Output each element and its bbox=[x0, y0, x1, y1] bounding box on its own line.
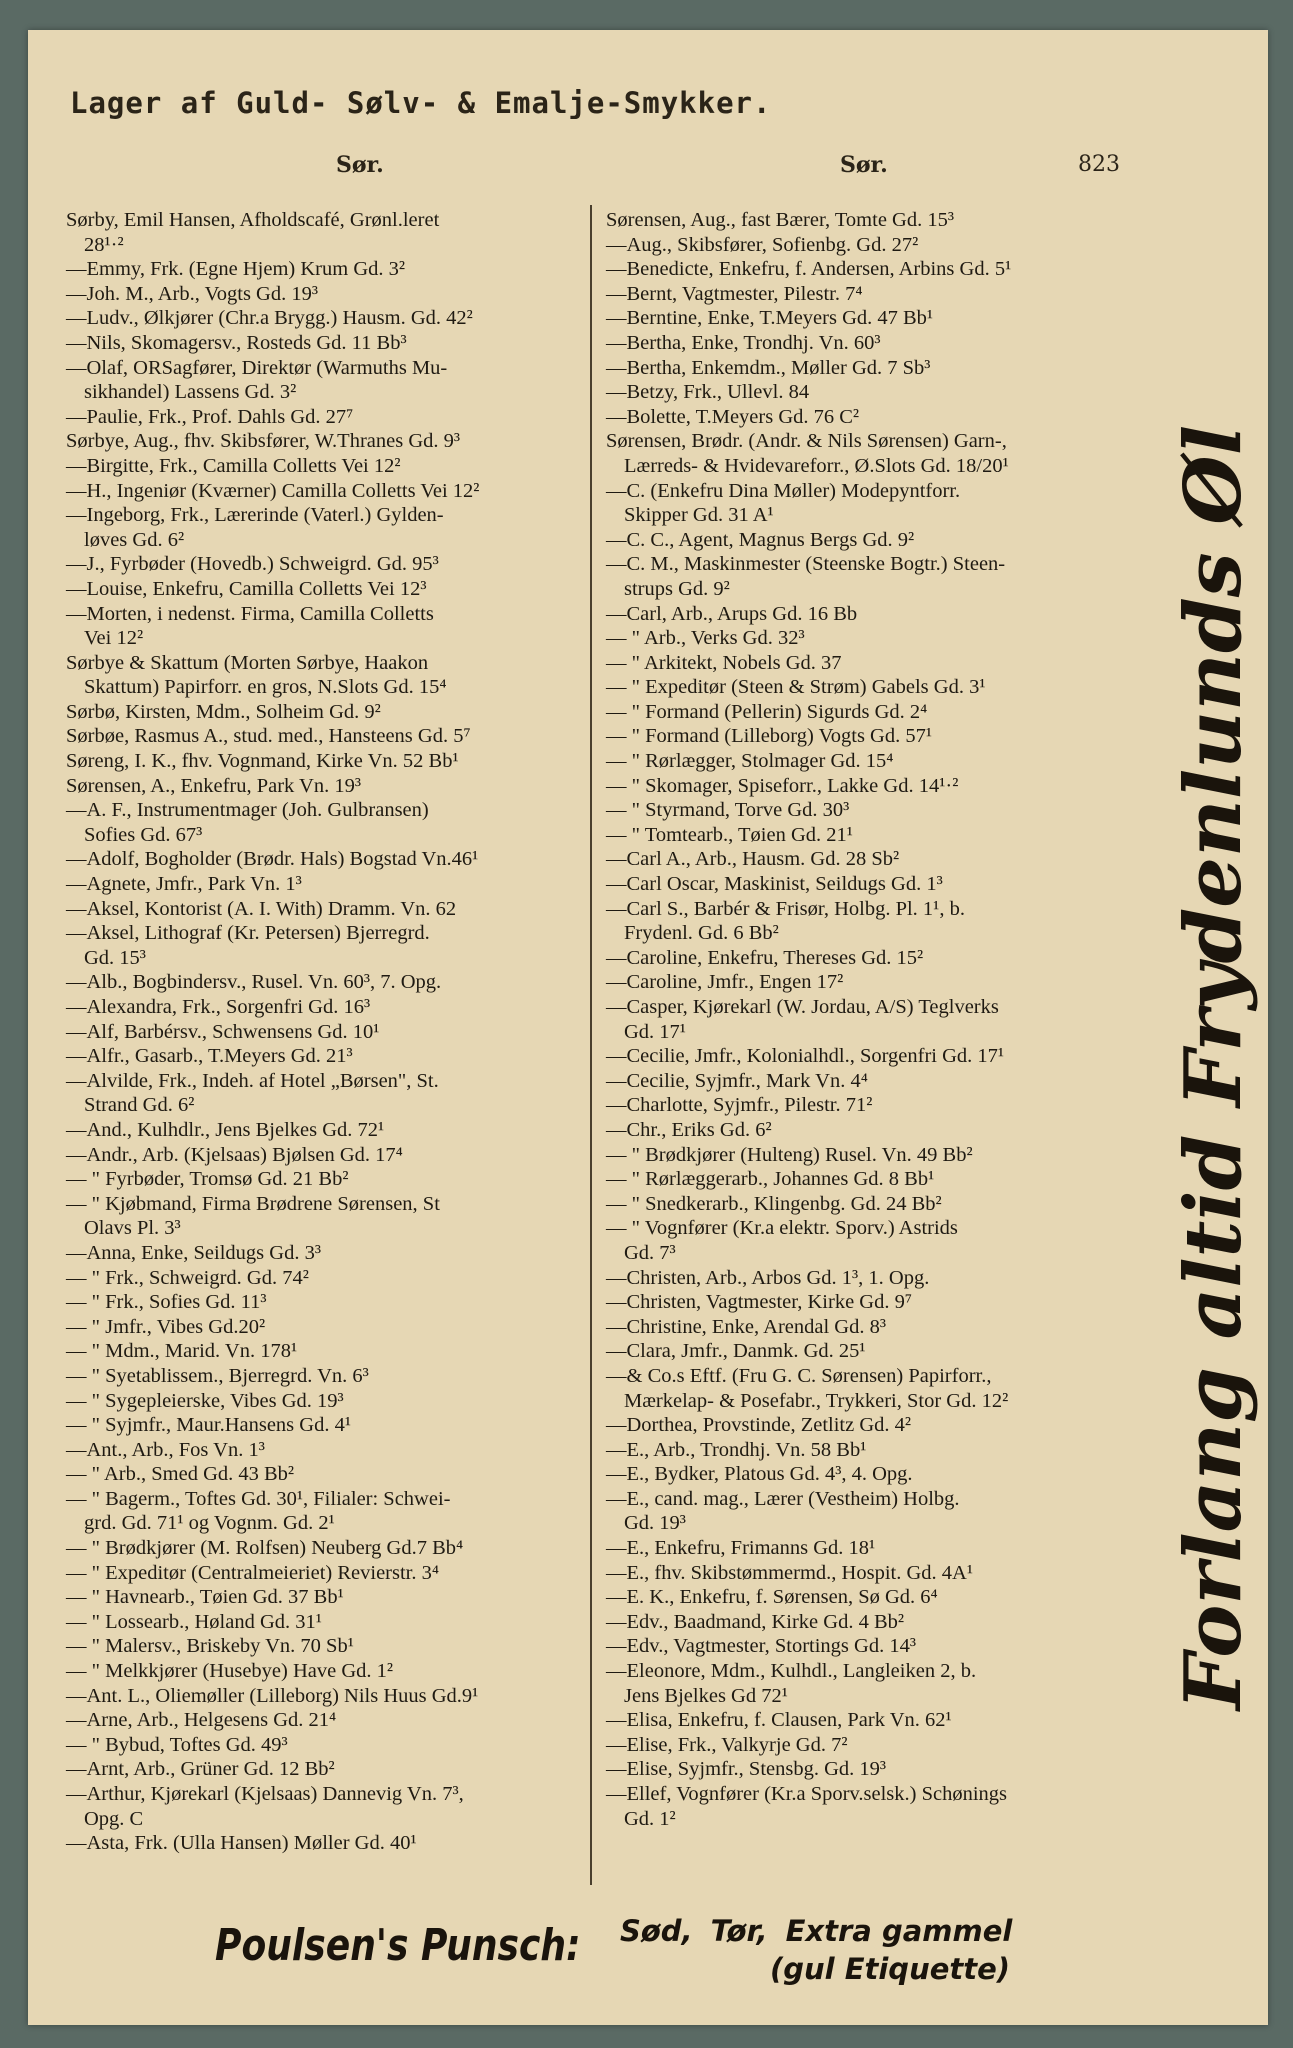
entry-line: — " Havnearb., Tøien Gd. 37 Bb¹ bbox=[66, 1586, 344, 1609]
directory-entry bbox=[606, 847, 1151, 872]
directory-entry bbox=[606, 1659, 1151, 1708]
directory-entry bbox=[606, 1364, 1151, 1413]
directory-entry bbox=[66, 1561, 616, 1586]
directory-entry bbox=[66, 1413, 616, 1438]
entry-line: — " Mdm., Marid. Vn. 178¹ bbox=[66, 1340, 298, 1363]
directory-entry bbox=[606, 1634, 1151, 1659]
entry-line: —A. F., Instrumentmager (Joh. Gulbransen) bbox=[66, 799, 429, 822]
entry-line: Søreng, I. K., fhv. Vognmand, Kirke Vn. 52 Bb¹ bbox=[66, 750, 459, 773]
directory-entry bbox=[606, 1069, 1151, 1094]
entry-line: —And., Kulhdlr., Jens Bjelkes Gd. 72¹ bbox=[66, 1118, 385, 1141]
directory-entry bbox=[66, 774, 616, 799]
directory-entry bbox=[606, 233, 1151, 258]
directory-entry bbox=[66, 1708, 616, 1733]
directory-entry bbox=[606, 356, 1151, 381]
entry-continuation: Skattum) Papirforr. en gros, N.Slots Gd. 15⁴ bbox=[84, 676, 447, 699]
entry-line: — " Expeditør (Steen & Strøm) Gabels Gd. 3¹ bbox=[606, 676, 986, 699]
entry-line: — " Tomtearb., Tøien Gd. 21¹ bbox=[606, 823, 853, 846]
entry-line: —Clara, Jmfr., Danmk. Gd. 25¹ bbox=[606, 1340, 866, 1363]
entry-line: — " Syjmfr., Maur.Hansens Gd. 4¹ bbox=[66, 1414, 351, 1437]
entry-line: —Eleonore, Mdm., Kulhdl., Langleiken 2, b. bbox=[606, 1660, 977, 1683]
entry-line: —E., Arb., Trondhj. Vn. 58 Bb¹ bbox=[606, 1438, 867, 1461]
directory-entry bbox=[606, 1143, 1151, 1168]
entry-line: — " Malersv., Briskeby Vn. 70 Sb¹ bbox=[66, 1635, 354, 1658]
entry-line: —Ant. L., Oliemøller (Lilleborg) Nils Huus Gd.9¹ bbox=[66, 1684, 479, 1707]
directory-entry bbox=[66, 552, 616, 577]
directory-entry bbox=[66, 1585, 616, 1610]
directory-entry bbox=[606, 651, 1151, 676]
entry-line: — " Frk., Schweigrd. Gd. 74² bbox=[66, 1266, 309, 1289]
directory-entry bbox=[606, 749, 1151, 774]
directory-entry bbox=[606, 1093, 1151, 1118]
entry-line: —Elisa, Enkefru, f. Clausen, Park Vn. 62¹ bbox=[606, 1709, 952, 1732]
entry-line: — " Arb., Verks Gd. 32³ bbox=[606, 627, 805, 650]
entry-line: —Caroline, Enkefru, Thereses Gd. 15² bbox=[606, 946, 924, 969]
entry-line: —E., cand. mag., Lærer (Vestheim) Holbg. bbox=[606, 1487, 960, 1510]
entry-continuation: grd. Gd. 71¹ og Vognm. Gd. 2¹ bbox=[84, 1512, 335, 1535]
directory-entry bbox=[66, 970, 616, 995]
directory-entry bbox=[606, 479, 1151, 528]
entry-continuation: strups Gd. 9² bbox=[624, 577, 730, 600]
directory-entry bbox=[606, 1585, 1151, 1610]
entry-continuation: sikhandel) Lassens Gd. 3² bbox=[84, 381, 297, 404]
entry-continuation: Vei 12² bbox=[84, 627, 144, 650]
entry-line: —Bertha, Enke, Trondhj. Vn. 60³ bbox=[606, 331, 881, 354]
entry-line: —Alfr., Gasarb., T.Meyers Gd. 21³ bbox=[66, 1045, 353, 1068]
entry-line: —Andr., Arb. (Kjelsaas) Bjølsen Gd. 17⁴ bbox=[66, 1143, 403, 1166]
footer-etiquette: (gul Etiquette) bbox=[770, 1952, 1011, 1986]
header-advertisement: Lager af Guld- Sølv- & Emalje-Smykker. bbox=[70, 86, 772, 120]
directory-entry bbox=[66, 651, 616, 700]
entry-continuation: Gd. 7³ bbox=[624, 1241, 676, 1264]
directory-entry bbox=[606, 1216, 1151, 1265]
entry-line: —Alf, Barbérsv., Schwensens Gd. 10¹ bbox=[66, 1020, 380, 1043]
entry-continuation: løves Gd. 6² bbox=[84, 528, 185, 551]
entry-line: — " Bagerm., Toftes Gd. 30¹, Filialer: Schwei- bbox=[66, 1487, 451, 1510]
entry-line: —Aug., Skibsfører, Sofienbg. Gd. 27² bbox=[606, 233, 919, 256]
directory-entry bbox=[66, 1462, 616, 1487]
directory-entry bbox=[66, 356, 616, 405]
directory-entry bbox=[606, 995, 1151, 1044]
directory-entry bbox=[606, 1438, 1151, 1463]
entry-line: —E., Bydker, Platous Gd. 4³, 4. Opg. bbox=[606, 1463, 913, 1486]
directory-entry bbox=[606, 798, 1151, 823]
directory-entry bbox=[66, 454, 616, 479]
entry-line: —Anna, Enke, Seildugs Gd. 3³ bbox=[66, 1241, 321, 1264]
entry-line: —Elise, Frk., Valkyrje Gd. 7² bbox=[606, 1733, 848, 1756]
entry-line: —E., Enkefru, Frimanns Gd. 18¹ bbox=[606, 1537, 876, 1560]
directory-entry bbox=[66, 577, 616, 602]
left-column-heading: Sør. bbox=[336, 152, 384, 178]
directory-entry bbox=[66, 1389, 616, 1414]
directory-entry bbox=[66, 1831, 616, 1856]
directory-entry bbox=[606, 1733, 1151, 1758]
entry-continuation: Opg. C bbox=[84, 1807, 144, 1830]
directory-entry bbox=[606, 552, 1151, 601]
directory-entry bbox=[66, 1757, 616, 1782]
directory-entry bbox=[66, 1118, 616, 1143]
directory-entry bbox=[606, 331, 1151, 356]
entry-line: —Caroline, Jmfr., Engen 17² bbox=[606, 971, 844, 994]
directory-entry bbox=[66, 602, 616, 651]
entry-line: — " Brødkjører (M. Rolfsen) Neuberg Gd.7 Bb⁴ bbox=[66, 1537, 464, 1560]
entry-line: —Aksel, Lithograf (Kr. Petersen) Bjerregrd. bbox=[66, 922, 430, 945]
entry-line: —Louise, Enkefru, Camilla Colletts Vei 12³ bbox=[66, 577, 427, 600]
directory-entry bbox=[606, 528, 1151, 553]
entry-line: — " Sygepleierske, Vibes Gd. 19³ bbox=[66, 1389, 344, 1412]
entry-line: Sørbø, Kirsten, Mdm., Solheim Gd. 9² bbox=[66, 700, 381, 723]
footer-word-tor: Tør, bbox=[710, 1914, 768, 1948]
entry-line: Sørensen, A., Enkefru, Park Vn. 19³ bbox=[66, 774, 362, 797]
entry-line: —Arne, Arb., Helgesens Gd. 21⁴ bbox=[66, 1709, 337, 1732]
left-column bbox=[66, 208, 616, 1856]
footer-word-extra: Extra gammel bbox=[785, 1914, 1013, 1948]
entry-line: —H., Ingeniør (Kværner) Camilla Colletts Vei 12² bbox=[66, 479, 480, 502]
directory-entry bbox=[606, 1561, 1151, 1586]
directory-entry bbox=[606, 1044, 1151, 1069]
directory-entry bbox=[66, 1192, 616, 1241]
directory-entry bbox=[66, 306, 616, 331]
directory-entry bbox=[66, 1020, 616, 1045]
directory-entry bbox=[66, 1339, 616, 1364]
directory-entry bbox=[66, 1241, 616, 1266]
entry-line: —Ludv., Ølkjører (Chr.a Brygg.) Hausm. Gd. 42² bbox=[66, 307, 473, 330]
entry-line: — " Expeditør (Centralmeieriet) Revierstr. 3⁴ bbox=[66, 1561, 440, 1584]
entry-line: —Joh. M., Arb., Vogts Gd. 19³ bbox=[66, 282, 318, 305]
directory-entry bbox=[66, 1044, 616, 1069]
entry-line: —Asta, Frk. (Ulla Hansen) Møller Gd. 40¹ bbox=[66, 1832, 417, 1855]
directory-entry bbox=[606, 1315, 1151, 1340]
entry-line: —Berntine, Enke, T.Meyers Gd. 47 Bb¹ bbox=[606, 307, 934, 330]
footer-word-sod: Sød, bbox=[620, 1914, 693, 1948]
entry-line: — " Syetablissem., Bjerregrd. Vn. 6³ bbox=[66, 1364, 369, 1387]
directory-entry bbox=[606, 1413, 1151, 1438]
entry-line: —Morten, i nedenst. Firma, Camilla Colletts bbox=[66, 602, 434, 625]
entry-line: —Bernt, Vagtmester, Pilestr. 7⁴ bbox=[606, 282, 863, 305]
entry-continuation: Skipper Gd. 31 A¹ bbox=[624, 504, 774, 527]
entry-line: — " Styrmand, Torve Gd. 30³ bbox=[606, 799, 850, 822]
directory-entry bbox=[66, 208, 616, 257]
footer-advertisement-left: Poulsen's Punsch: bbox=[215, 1920, 581, 1971]
directory-entry bbox=[66, 1069, 616, 1118]
entry-line: —Edv., Baadmand, Kirke Gd. 4 Bb² bbox=[606, 1610, 905, 1633]
directory-entry bbox=[606, 897, 1151, 946]
entry-line: —Cecilie, Jmfr., Kolonialhdl., Sorgenfri Gd. 17¹ bbox=[606, 1045, 1005, 1068]
entry-continuation: Gd. 1² bbox=[624, 1807, 676, 1830]
entry-line: — " Bybud, Toftes Gd. 49³ bbox=[66, 1733, 288, 1756]
directory-entry bbox=[66, 872, 616, 897]
entry-line: — " Formand (Lilleborg) Vogts Gd. 57¹ bbox=[606, 725, 932, 748]
entry-line: Sørbye, Aug., fhv. Skibsfører, W.Thranes Gd. 9³ bbox=[66, 430, 461, 453]
directory-entry bbox=[606, 970, 1151, 995]
entry-continuation: Gd. 19³ bbox=[624, 1512, 686, 1535]
entry-line: —Olaf, ORSagfører, Direktør (Warmuths Mu- bbox=[66, 356, 448, 379]
directory-entry bbox=[66, 1438, 616, 1463]
directory-entry bbox=[606, 1708, 1151, 1733]
entry-line: —Betzy, Frk., Ullevl. 84 bbox=[606, 381, 810, 404]
directory-entry bbox=[606, 700, 1151, 725]
directory-entry bbox=[66, 1684, 616, 1709]
entry-line: — " Brødkjører (Hulteng) Rusel. Vn. 49 Bb² bbox=[606, 1143, 973, 1166]
directory-entry bbox=[606, 1290, 1151, 1315]
right-column bbox=[606, 208, 1151, 1831]
directory-entry bbox=[66, 257, 616, 282]
entry-line: —Carl Oscar, Maskinist, Seildugs Gd. 1³ bbox=[606, 873, 943, 896]
entry-continuation: Gd. 15³ bbox=[84, 946, 146, 969]
directory-entry bbox=[606, 774, 1151, 799]
entry-line: — " Lossearb., Høland Gd. 31¹ bbox=[66, 1610, 322, 1633]
directory-entry bbox=[606, 208, 1151, 233]
directory-entry bbox=[606, 1266, 1151, 1291]
entry-line: — " Melkkjører (Husebye) Have Gd. 1² bbox=[66, 1660, 394, 1683]
directory-entry bbox=[606, 429, 1151, 478]
directory-entry bbox=[66, 1364, 616, 1389]
directory-entry bbox=[606, 1192, 1151, 1217]
directory-entry bbox=[66, 700, 616, 725]
entry-line: —Charlotte, Syjmfr., Pilestr. 71² bbox=[606, 1094, 873, 1117]
entry-line: —Agnete, Jmfr., Park Vn. 1³ bbox=[66, 873, 302, 896]
entry-line: —E., fhv. Skibstømmermd., Hospit. Gd. 4A¹ bbox=[606, 1561, 973, 1584]
directory-entry bbox=[606, 823, 1151, 848]
entry-line: —Paulie, Frk., Prof. Dahls Gd. 27⁷ bbox=[66, 405, 354, 428]
directory-entry bbox=[606, 1339, 1151, 1364]
directory-entry bbox=[66, 1782, 616, 1831]
entry-line: —E. K., Enkefru, f. Sørensen, Sø Gd. 6⁴ bbox=[606, 1586, 938, 1609]
entry-line: —Carl A., Arb., Hausm. Gd. 28 Sb² bbox=[606, 848, 900, 871]
entry-line: —Emmy, Frk. (Egne Hjem) Krum Gd. 3² bbox=[66, 258, 406, 281]
entry-line: Sørensen, Aug., fast Bærer, Tomte Gd. 15³ bbox=[606, 209, 954, 231]
directory-entry bbox=[66, 724, 616, 749]
directory-entry bbox=[606, 282, 1151, 307]
entry-line: —C. (Enkefru Dina Møller) Modepyntforr. bbox=[606, 479, 961, 502]
entry-line: —Ellef, Vognfører (Kr.a Sporv.selsk.) Schønings bbox=[606, 1783, 1008, 1805]
directory-entry bbox=[606, 1610, 1151, 1635]
entry-line: —Christen, Arb., Arbos Gd. 1³, 1. Opg. bbox=[606, 1266, 930, 1289]
entry-continuation: 28¹·² bbox=[84, 233, 124, 256]
entry-line: —Alexandra, Frk., Sorgenfri Gd. 16³ bbox=[66, 996, 371, 1018]
entry-line: —Arthur, Kjørekarl (Kjelsaas) Dannevig Vn. 7³, bbox=[66, 1783, 464, 1805]
entry-line: — " Frk., Sofies Gd. 11³ bbox=[66, 1291, 267, 1314]
entry-line: Sørbye & Skattum (Morten Sørbye, Haakon bbox=[66, 651, 429, 674]
directory-entry bbox=[606, 724, 1151, 749]
entry-line: —Christine, Enke, Arendal Gd. 8³ bbox=[606, 1315, 887, 1338]
directory-entry bbox=[66, 1487, 616, 1536]
page-number: 823 bbox=[1078, 152, 1120, 177]
directory-entry bbox=[606, 1118, 1151, 1143]
directory-entry bbox=[66, 749, 616, 774]
directory-entry bbox=[66, 1610, 616, 1635]
directory-entry bbox=[606, 626, 1151, 651]
directory-entry bbox=[66, 921, 616, 970]
entry-line: —C. M., Maskinmester (Steenske Bogtr.) Steen- bbox=[606, 553, 1006, 576]
right-column-heading: Sør. bbox=[840, 152, 888, 178]
directory-entry bbox=[66, 1634, 616, 1659]
entry-line: —J., Fyrbøder (Hovedb.) Schweigrd. Gd. 95³ bbox=[66, 553, 439, 576]
entry-continuation: Jens Bjelkes Gd 72¹ bbox=[624, 1684, 788, 1707]
entry-line: Sørbøe, Rasmus A., stud. med., Hansteens Gd. 5⁷ bbox=[66, 725, 471, 748]
entry-line: — " Snedkerarb., Klingenbg. Gd. 24 Bb² bbox=[606, 1192, 942, 1215]
entry-line: — " Kjøbmand, Firma Brødrene Sørensen, St bbox=[66, 1192, 440, 1215]
entry-line: —Carl, Arb., Arups Gd. 16 Bb bbox=[606, 602, 858, 625]
directory-entry bbox=[606, 602, 1151, 627]
entry-line: —Christen, Vagtmester, Kirke Gd. 9⁷ bbox=[606, 1291, 912, 1314]
side-advertisement bbox=[1168, 410, 1268, 1720]
directory-entry bbox=[66, 429, 616, 454]
entry-line: Sørby, Emil Hansen, Afholdscafé, Grønl.leret bbox=[66, 209, 440, 231]
entry-line: —C. C., Agent, Magnus Bergs Gd. 9² bbox=[606, 528, 915, 551]
entry-line: —Birgitte, Frk., Camilla Colletts Vei 12² bbox=[66, 454, 401, 477]
entry-line: —Adolf, Bogholder (Brødr. Hals) Bogstad Vn.46¹ bbox=[66, 848, 479, 871]
entry-line: —Cecilie, Syjmfr., Mark Vn. 4⁴ bbox=[606, 1069, 868, 1092]
entry-line: — " Jmfr., Vibes Gd.20² bbox=[66, 1315, 266, 1338]
entry-line: —Edv., Vagtmester, Stortings Gd. 14³ bbox=[606, 1635, 916, 1658]
directory-entry bbox=[606, 257, 1151, 282]
directory-entry bbox=[66, 503, 616, 552]
directory-entry bbox=[66, 897, 616, 922]
entry-line: —Arnt, Arb., Grüner Gd. 12 Bb² bbox=[66, 1758, 335, 1781]
directory-entry bbox=[66, 1733, 616, 1758]
entry-continuation: Sofies Gd. 67³ bbox=[84, 823, 203, 846]
directory-entry bbox=[66, 331, 616, 356]
entry-line: —Ingeborg, Frk., Lærerinde (Vaterl.) Gylden- bbox=[66, 504, 444, 527]
entry-line: — " Rørlægger, Stolmager Gd. 15⁴ bbox=[606, 750, 894, 773]
directory-entry bbox=[606, 1536, 1151, 1561]
entry-line: —Benedicte, Enkefru, f. Andersen, Arbins Gd. 5¹ bbox=[606, 258, 1012, 281]
entry-line: —Aksel, Kontorist (A. I. With) Dramm. Vn. 62 bbox=[66, 897, 457, 920]
entry-line: —Elise, Syjmfr., Stensbg. Gd. 19³ bbox=[606, 1758, 887, 1781]
directory-entry bbox=[66, 847, 616, 872]
entry-line: —Carl S., Barbér & Frisør, Holbg. Pl. 1¹, b. bbox=[606, 897, 965, 920]
directory-entry bbox=[66, 479, 616, 504]
directory-entry bbox=[66, 995, 616, 1020]
entry-line: —Nils, Skomagersv., Rosteds Gd. 11 Bb³ bbox=[66, 331, 407, 354]
entry-continuation: Frydenl. Gd. 6 Bb² bbox=[624, 922, 779, 945]
directory-entry bbox=[606, 1782, 1151, 1831]
directory-entry bbox=[66, 405, 616, 430]
entry-line: — " Vognfører (Kr.a elektr. Sporv.) Astrids bbox=[606, 1217, 958, 1240]
entry-line: — " Fyrbøder, Tromsø Gd. 21 Bb² bbox=[66, 1168, 349, 1191]
entry-line: —Dorthea, Provstinde, Zetlitz Gd. 4² bbox=[606, 1414, 912, 1437]
directory-entry bbox=[606, 380, 1151, 405]
directory-entry bbox=[606, 306, 1151, 331]
directory-entry bbox=[66, 798, 616, 847]
entry-continuation: Strand Gd. 6² bbox=[84, 1094, 195, 1117]
directory-entry bbox=[66, 1143, 616, 1168]
directory-entry bbox=[66, 1536, 616, 1561]
entry-continuation: Mærkelap- & Posefabr., Trykkeri, Stor Gd. 12² bbox=[624, 1389, 1009, 1412]
entry-line: —Ant., Arb., Fos Vn. 1³ bbox=[66, 1438, 265, 1461]
directory-entry bbox=[606, 1487, 1151, 1536]
entry-continuation: Olavs Pl. 3³ bbox=[84, 1217, 181, 1240]
directory-entry bbox=[606, 405, 1151, 430]
entry-continuation: Lærreds- & Hvidevareforr., Ø.Slots Gd. 18/20¹ bbox=[624, 454, 1009, 477]
entry-line: —Bolette, T.Meyers Gd. 76 C² bbox=[606, 405, 860, 428]
directory-entry bbox=[66, 1266, 616, 1291]
entry-line: — " Formand (Pellerin) Sigurds Gd. 2⁴ bbox=[606, 700, 928, 723]
directory-entry bbox=[66, 1290, 616, 1315]
entry-line: — " Arkitekt, Nobels Gd. 37 bbox=[606, 651, 842, 674]
entry-line: —Alb., Bogbindersv., Rusel. Vn. 60³, 7. Opg. bbox=[66, 971, 442, 994]
side-advertisement-text: Forlang altid Frydenlunds Øl bbox=[1168, 452, 1259, 1710]
directory-entry bbox=[66, 282, 616, 307]
directory-entry bbox=[606, 872, 1151, 897]
footer-advertisement-right bbox=[620, 1912, 1030, 1988]
directory-entry bbox=[606, 1167, 1151, 1192]
entry-line: — " Rørlæggerarb., Johannes Gd. 8 Bb¹ bbox=[606, 1168, 935, 1191]
entry-line: —Bertha, Enkemdm., Møller Gd. 7 Sb³ bbox=[606, 356, 931, 379]
directory-entry bbox=[66, 1315, 616, 1340]
entry-line: —& Co.s Eftf. (Fru G. C. Sørensen) Papirforr., bbox=[606, 1364, 992, 1387]
directory-entry bbox=[66, 1659, 616, 1684]
directory-entry bbox=[606, 1462, 1151, 1487]
directory-entry bbox=[606, 1757, 1151, 1782]
directory-entry bbox=[66, 1167, 616, 1192]
directory-entry bbox=[606, 946, 1151, 971]
entry-line: —Chr., Eriks Gd. 6² bbox=[606, 1118, 772, 1141]
entry-line: — " Skomager, Spiseforr., Lakke Gd. 14¹·² bbox=[606, 774, 959, 797]
entry-line: — " Arb., Smed Gd. 43 Bb² bbox=[66, 1463, 295, 1486]
entry-continuation: Gd. 17¹ bbox=[624, 1020, 686, 1043]
entry-line: Sørensen, Brødr. (Andr. & Nils Sørensen) Garn-, bbox=[606, 430, 1007, 453]
entry-line: —Alvilde, Frk., Indeh. af Hotel „Børsen", St. bbox=[66, 1069, 439, 1092]
directory-entry bbox=[606, 675, 1151, 700]
entry-line: —Casper, Kjørekarl (W. Jordau, A/S) Teglverks bbox=[606, 996, 999, 1018]
